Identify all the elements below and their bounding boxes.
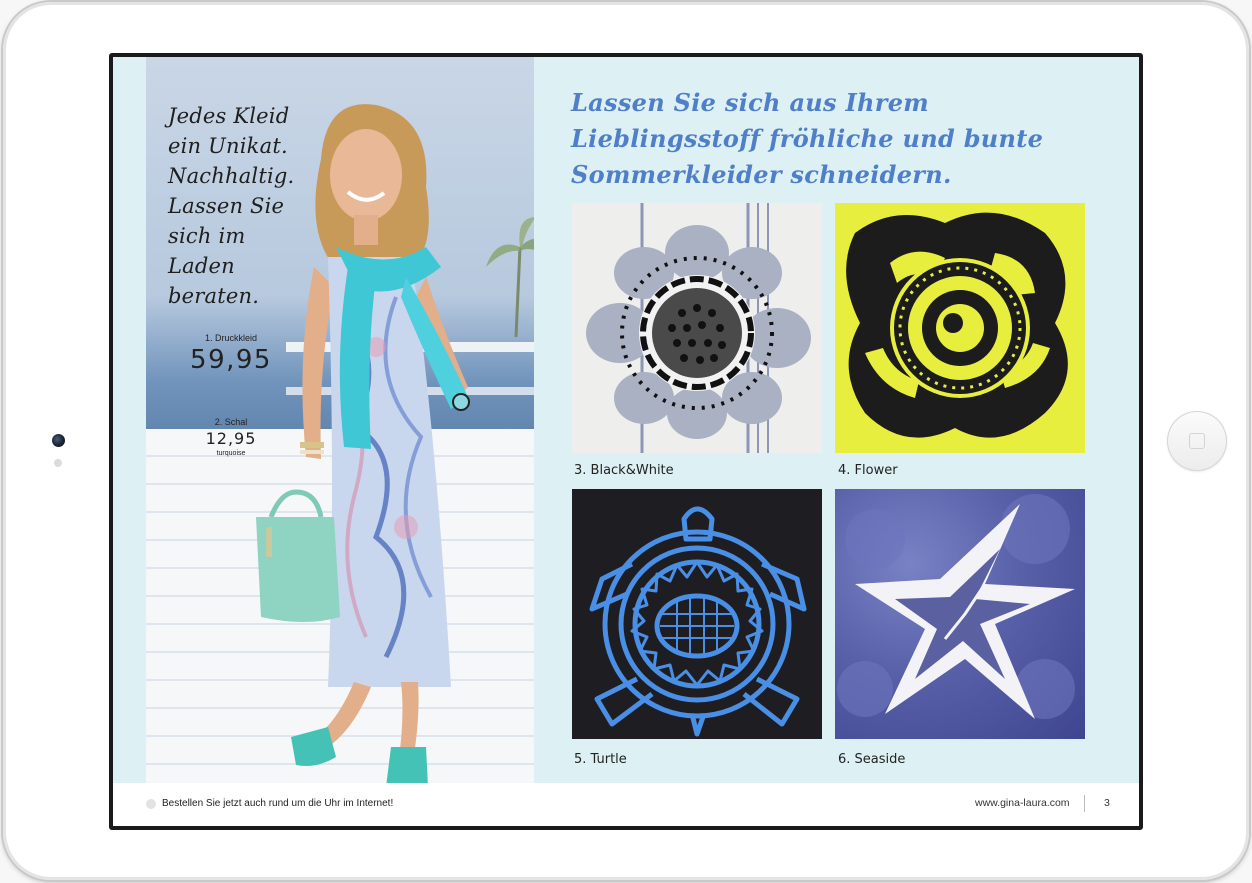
item-color-note: turquoise	[216, 450, 246, 457]
price-schal	[166, 417, 296, 457]
footer-order-text: Bestellen Sie jetzt auch rund um die Uhr im Internet!	[162, 798, 394, 809]
script-line: ein Unikat.	[168, 134, 288, 158]
screen	[109, 53, 1143, 830]
sensor-dot	[54, 459, 62, 467]
catalog-page	[113, 57, 1139, 826]
home-button[interactable]	[1167, 411, 1227, 471]
page-footer	[113, 783, 1139, 826]
item-label: 2. Schal	[214, 417, 248, 427]
item-price: 12,95	[205, 429, 257, 448]
fabric-caption: 6. Seaside	[838, 752, 906, 767]
fabric-caption: 5. Turtle	[574, 752, 627, 767]
price-druckkleid	[166, 333, 296, 375]
promo-script-text	[168, 101, 318, 311]
script-line: Nachhaltig.	[168, 164, 295, 188]
fabric-black-white[interactable]	[572, 203, 822, 453]
starfish-pattern-icon	[835, 489, 1085, 739]
script-line: Jedes Kleid	[168, 104, 290, 128]
footer-website-link[interactable]: www.gina-laura.com	[975, 797, 1070, 809]
turtle-pattern-icon	[572, 489, 822, 739]
headline-line: Lassen Sie sich aus Ihrem	[571, 88, 929, 117]
item-label: 1. Druckkleid	[204, 333, 258, 343]
bullet-icon	[146, 799, 156, 809]
fabric-caption: 4. Flower	[838, 463, 898, 478]
home-square-icon	[1189, 433, 1205, 449]
script-line: sich im Laden	[168, 224, 246, 278]
fabric-seaside[interactable]	[835, 489, 1085, 739]
model-photo	[146, 57, 534, 783]
fabric-caption: 3. Black&White	[574, 463, 674, 478]
headline-line: Sommerkleider schneidern.	[571, 160, 952, 189]
page-number: 3	[1104, 797, 1110, 809]
fabric-turtle[interactable]	[572, 489, 822, 739]
script-line: beraten.	[168, 284, 260, 308]
camera-icon	[52, 434, 65, 447]
yellow-flower-pattern-icon	[835, 203, 1085, 453]
page-headline	[571, 85, 1091, 193]
item-price: 59,95	[190, 345, 272, 375]
headline-line: Lieblingsstoff fröhliche und bunte	[571, 124, 1044, 153]
flower-pattern-icon	[572, 203, 822, 453]
script-line: Lassen Sie	[168, 194, 285, 218]
footer-divider	[1084, 795, 1085, 812]
fabric-flower[interactable]	[835, 203, 1085, 453]
